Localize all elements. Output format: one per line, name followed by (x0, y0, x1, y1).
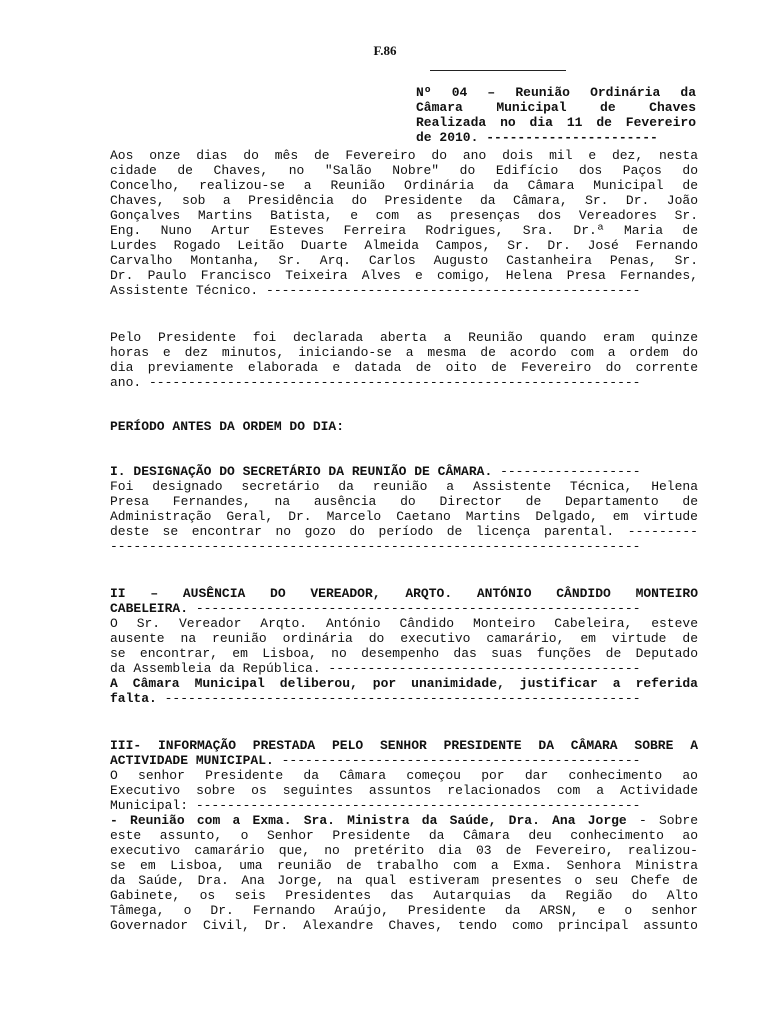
heading-line: Realizada no dia 11 de Fevereiro (416, 115, 696, 130)
section-1 (110, 464, 698, 554)
section-title (110, 601, 698, 616)
opening-paragraph (110, 330, 698, 390)
paragraph-line: Dr. Paulo Francisco Teixeira Alves e comigo, Helena Presa Fernandes, (110, 268, 698, 283)
paragraph-line: ausente na reunião ordinária do executivo camarário, em virtude de (110, 631, 698, 646)
paragraph-line: Carvalho Montanha, Sr. Arq. Carlos Augusto Castanheira Penas, Sr. (110, 253, 698, 268)
paragraph-line: Municipal: --------------------------------------------------------- (110, 798, 641, 813)
section-title (110, 753, 698, 768)
section-title: II – AUSÊNCIA DO VEREADOR, ARQTO. ANTÓNIO CÂNDIDO MONTEIRO (110, 586, 698, 601)
section-3 (110, 738, 698, 933)
paragraph-line: ano. --------------------------------------------------------------- (110, 375, 641, 390)
paragraph-line: Aos onze dias do mês de Fevereiro do ano dois mil e dez, nesta (110, 148, 698, 163)
folio-number: F.86 (373, 43, 397, 58)
paragraph-line: se em Lisboa, uma reunião de trabalho com a Exma. Senhora Ministra (110, 858, 698, 873)
paragraph-line: dia previamente elaborada e datada de oito de Fevereiro do corrente (110, 360, 698, 375)
paragraph-line: Tâmega, o Dr. Fernando Araújo, Presidente da ARSN, e o senhor (110, 903, 698, 918)
paragraph-line: Gabinete, os seis Presidentes das Autarquias da Região do Alto (110, 888, 698, 903)
minutes-heading (416, 85, 696, 145)
period-title (110, 419, 698, 434)
paragraph-line: Pelo Presidente foi declarada aberta a Reunião quando eram quinze (110, 330, 698, 345)
paragraph-line: Gonçalves Martins Batista, e com as presenças dos Vereadores Sr. (110, 208, 698, 223)
item-title-after: - Sobre (626, 813, 698, 828)
intro-paragraph (110, 148, 698, 298)
period-title-text: PERÍODO ANTES DA ORDEM DO DIA: (110, 419, 345, 434)
section-title-text: ACTIVIDADE MUNICIPAL. (110, 753, 274, 768)
section-title (110, 464, 698, 479)
resolution-line (110, 691, 698, 706)
paragraph-line: deste se encontrar no gozo do período de licença parental. --------- (110, 524, 698, 539)
folio-underline (430, 70, 566, 71)
paragraph-line: Governador Civil, Dr. Alexandre Chaves, tendo como principal assunto (110, 918, 698, 933)
heading-line: Nº 04 – Reunião Ordinária da (416, 85, 696, 100)
paragraph-line: O Sr. Vereador Arqto. António Cândido Monteiro Cabeleira, esteve (110, 616, 698, 631)
resolution-dashes: ------------------------------------------------------------- (156, 691, 641, 706)
paragraph-line: da Assembleia da República. ---------------------------------------- (110, 661, 641, 676)
heading-line: de 2010. ---------------------- (416, 130, 658, 145)
paragraph-line: Foi designado secretário da reunião a Assistente Técnica, Helena (110, 479, 698, 494)
paragraph-line: da Saúde, Dra. Ana Jorge, na qual estiveram presentes o seu Chefe de (110, 873, 698, 888)
section-title-text: CABELEIRA. (110, 601, 189, 616)
paragraph-line: Concelho, realizou-se a Reunião Ordinária da Câmara Municipal de (110, 178, 698, 193)
paragraph-line: este assunto, o Senhor Presidente da Câmara deu conhecimento ao (110, 828, 698, 843)
section-title: III- INFORMAÇÃO PRESTADA PELO SENHOR PRESIDENTE DA CÂMARA SOBRE A (110, 738, 698, 753)
heading-line: Câmara Municipal de Chaves (416, 100, 696, 115)
paragraph-line: Assistente Técnico. ------------------------------------------------ (110, 283, 641, 298)
paragraph-line: Presa Fernandes, na ausência do Director de Departamento de (110, 494, 698, 509)
paragraph-line: horas e dez minutos, iniciando-se a mesma de acordo com a ordem do (110, 345, 698, 360)
paragraph-line: -------------------------------------------------------------------- (110, 539, 641, 554)
paragraph-line: Administração Geral, Dr. Marcelo Caetano Martins Delgado, em virtude (110, 509, 698, 524)
paragraph-line: se encontrar, em Lisboa, no desempenho das suas funções de Deputado (110, 646, 698, 661)
paragraph-line: Chaves, sob a Presidência do Presidente da Câmara, Sr. Dr. João (110, 193, 698, 208)
section-title-text: I. DESIGNAÇÃO DO SECRETÁRIO DA REUNIÃO DE CÂMARA. (110, 464, 493, 479)
resolution-line: A Câmara Municipal deliberou, por unanimidade, justificar a referida (110, 676, 698, 691)
section-title-dashes: ---------------------------------------------- (273, 753, 641, 768)
section-title-dashes: --------------------------------------------------------- (188, 601, 641, 616)
resolution-text: falta. (110, 691, 157, 706)
paragraph-line: O senhor Presidente da Câmara começou por dar conhecimento ao (110, 768, 698, 783)
section-2 (110, 586, 698, 706)
paragraph-line: Eng. Nuno Artur Esteves Ferreira Rodrigues, Sra. Dr.ª Maria de (110, 223, 698, 238)
item-title: - Reunião com a Exma. Sra. Ministra da Saúde, Dra. Ana Jorge (110, 813, 627, 828)
paragraph-line: Executivo sobre os seguintes assuntos relacionados com a Actividade (110, 783, 698, 798)
paragraph-line: executivo camarário que, no pretérito dia 03 de Fevereiro, realizou- (110, 843, 698, 858)
section-title-dashes: ------------------ (492, 464, 641, 479)
paragraph-line: Lurdes Rogado Leitão Duarte Almeida Campos, Sr. Dr. José Fernando (110, 238, 698, 253)
item-title-line (110, 813, 698, 828)
paragraph-line: cidade de Chaves, no "Salão Nobre" do Edifício dos Paços do (110, 163, 698, 178)
